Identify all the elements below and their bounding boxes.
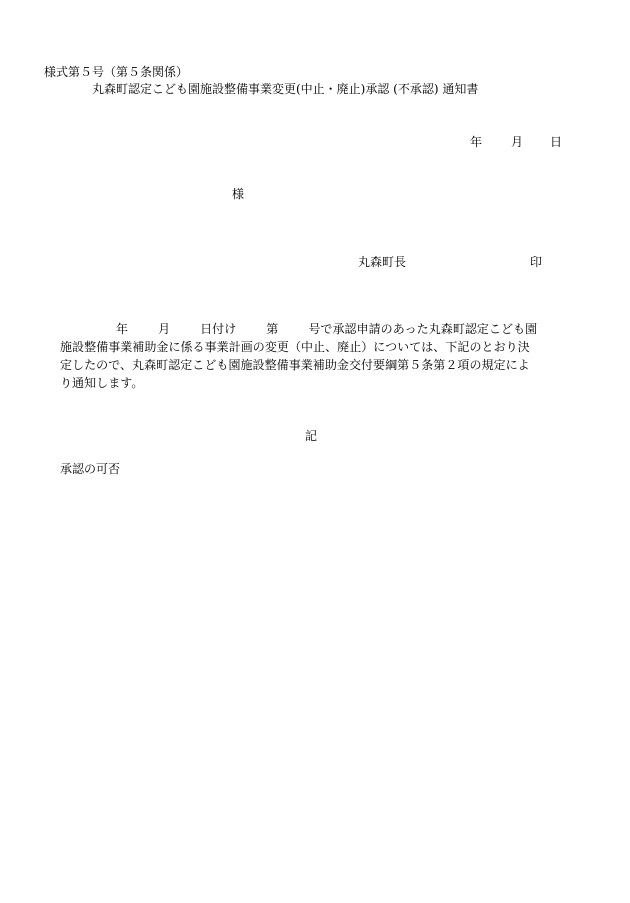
body-line-3: 定したので、丸森町認定こども園施設整備事業補助金交付要綱第５条第２項の規定によ (60, 358, 530, 372)
sender-title: 丸森町長 (358, 255, 407, 269)
body-line-2: 施設整備事業補助金に係る事業計画の変更（中止、廃止）については、下記のとおり決 (60, 340, 530, 354)
body-dated-label: 日付け (200, 322, 237, 336)
seal-mark: 印 (530, 255, 543, 269)
date-month-label: 月 (511, 135, 524, 149)
approval-status-label: 承認の可否 (60, 462, 121, 476)
form-number: 様式第５号（第５条関係） (44, 65, 189, 79)
body-month-label: 月 (158, 322, 171, 336)
recipient-honorific: 様 (232, 187, 245, 201)
body-line-1-text: 号で承認申請のあった丸森町認定こども園 (308, 322, 538, 336)
document-title: 丸森町認定こども園施設整備事業変更(中止・廃止)承認 (不承認) 通知書 (92, 82, 479, 96)
body-number-prefix: 第 (266, 322, 279, 336)
body-line-4: り通知します。 (60, 376, 144, 390)
body-year-label: 年 (116, 322, 129, 336)
body-line-1 (60, 323, 580, 335)
date-day-label: 日 (550, 135, 563, 149)
ki-heading: 記 (305, 429, 318, 443)
date-year-label: 年 (470, 135, 483, 149)
